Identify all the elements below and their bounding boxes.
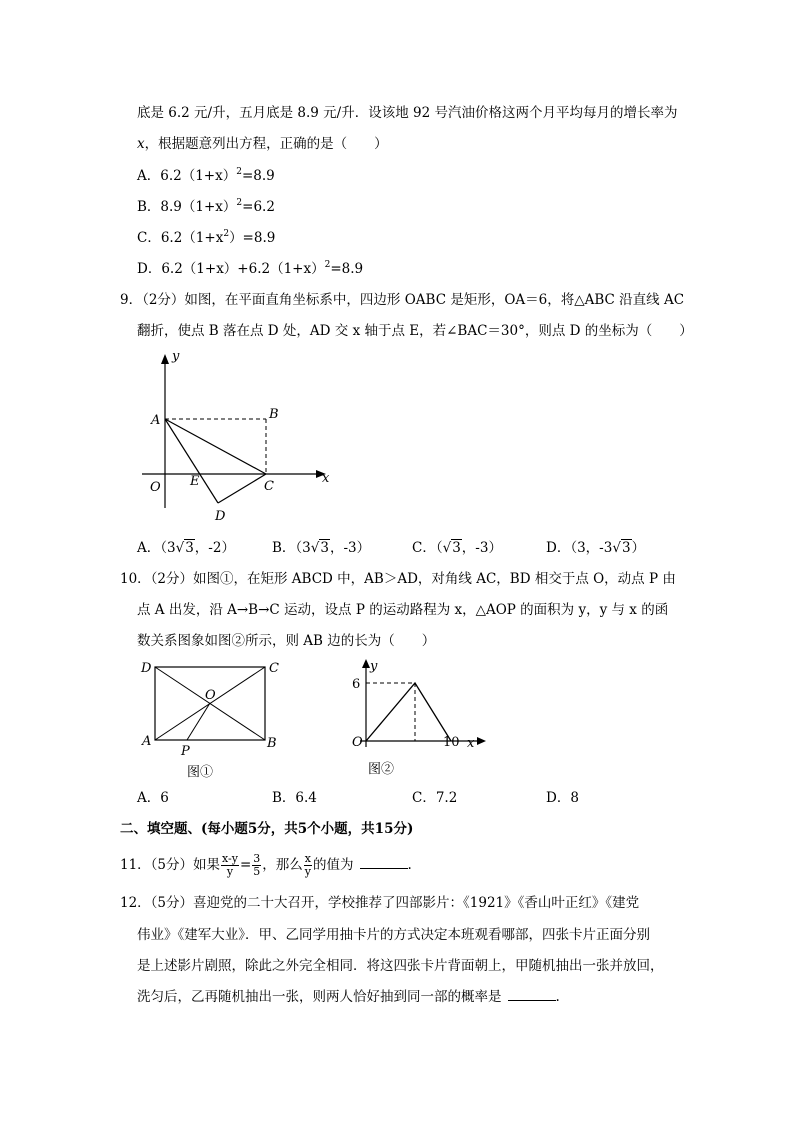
q10-fig1-label-d: D (141, 661, 152, 676)
q8-option-b-tail: =6.2 (242, 199, 275, 215)
q10-option-a[interactable]: A．6 (137, 790, 169, 806)
q11-post: 的值为 (313, 857, 354, 873)
section-2-title: 二、填空题、(每小题5分，共5个小题，共15分) (120, 821, 414, 837)
q11-frac3-num: x (304, 852, 312, 865)
q9-option-a-pre: A．（3 (137, 540, 176, 556)
q8-option-a-text: A．6.2（1+x） (137, 168, 237, 184)
q10-fig2-label-6: 6 (352, 677, 361, 692)
q9-label-y: y (172, 349, 180, 364)
q10-fig2-x-arrow (477, 737, 486, 745)
q10-stem-line2: 点 A 出发，沿 A→B→C 运动，设点 P 的运动路程为 x，△AOP 的面积为 y，y 与 x 的函 (137, 602, 669, 618)
q11-mid: ，那么 (262, 857, 303, 873)
q9-option-a-rad: 3 (185, 540, 194, 556)
q12-answer-blank[interactable] (508, 988, 556, 1001)
q10-fig1-label-p: P (181, 744, 190, 759)
q10-fig1-label-o: O (205, 688, 216, 703)
q9-option-d-post: ） (631, 540, 646, 556)
q8-option-c-tail: ）=8.9 (229, 230, 276, 246)
q9-option-c-rad: 3 (452, 540, 461, 556)
q9-figure (130, 348, 340, 528)
q10-fig1-label-c: C (269, 661, 279, 676)
q10-fig2-graph (366, 683, 451, 741)
q8-option-b-text: B．8.9（1+x） (137, 199, 237, 215)
q8-stem-line2 (137, 134, 388, 154)
q12-stem-line2: 伟业》《建军大业》．甲、乙同学用抽卡片的方式决定本班观看哪部，四张卡片正面分别 (137, 927, 650, 943)
q10-stem-line1: 10．（2分）如图①，在矩形 ABCD 中，AB＞AD，对角线 AC，BD 相交于点 O，动点 P 由 (120, 571, 676, 587)
q9-segment-ac (165, 419, 266, 474)
q8-option-c-text: C．6.2（1+x (137, 230, 224, 246)
q9-option-d-pre: D．（3，-3 (546, 540, 613, 556)
q12-stem-line4-text: 洗匀后，乙再随机抽出一张，则两人恰好抽到同一部的概率是 (137, 989, 502, 1005)
q9-label-c: C (264, 479, 274, 494)
q9-option-b-post: ，-3） (329, 540, 371, 556)
q10-fig2-y-arrow (362, 659, 370, 668)
q10-segment-op (187, 703, 210, 740)
q10-option-d[interactable]: D．8 (546, 790, 579, 806)
q9-segment-ad (165, 419, 218, 503)
q11-fraction-2 (252, 853, 261, 878)
q10-fig1-label-a: A (142, 734, 152, 749)
q9-option-c-post: ，-3） (461, 540, 502, 556)
q11-pre: 11．（5分）如果 (120, 857, 221, 873)
q10-option-c[interactable]: C．7.2 (412, 790, 458, 806)
q10-fig2-label-y: y (370, 659, 378, 674)
q8-option-a-exp: 2 (236, 167, 242, 177)
q9-stem-line1: 9．（2分）如图，在平面直角坐标系中，四边形 OABC 是矩形，OA＝6，将△ABC 沿直线 AC (120, 292, 685, 308)
q9-option-d-rad: 3 (621, 540, 631, 556)
q8-option-a-tail: =8.9 (241, 168, 275, 184)
q11-equals: = (239, 857, 252, 873)
q9-option-c[interactable]: C．（√3，-3） (412, 540, 502, 556)
q8-option-c-exp: 2 (223, 229, 230, 239)
q12-stem-line4 (137, 987, 560, 1007)
q9-option-a[interactable]: A．（3√3，-2） (137, 540, 235, 556)
q11-frac2-den: 5 (253, 865, 261, 878)
q10-fig1-label-b: B (267, 736, 277, 751)
q11-frac3-den: y (304, 865, 312, 878)
q10-fig2-label-x: x (467, 736, 475, 751)
q9-label-d: D (215, 509, 226, 524)
q11-stem (120, 852, 412, 878)
q8-option-d[interactable] (137, 259, 363, 279)
q9-label-e: E (190, 474, 200, 489)
q12-end: . (555, 989, 560, 1005)
q11-frac1-num: x-y (222, 852, 238, 865)
q8-option-d-tail: =8.9 (330, 261, 364, 277)
q8-option-b-exp: 2 (236, 198, 243, 208)
q9-option-a-post: ，-2） (194, 540, 235, 556)
q9-label-a: A (151, 413, 161, 428)
q9-label-x: x (322, 471, 330, 486)
q10-stem-line3: 数关系图象如图②所示，则 AB 边的长为（ ） (137, 633, 436, 649)
q10-figure-2 (340, 655, 490, 783)
q8-option-d-text: D．6.2（1+x）+6.2（1+x） (137, 261, 325, 277)
q8-stem-line2-rest: ，根据题意列出方程，正确的是（ ） (144, 136, 388, 152)
q10-figure-1 (135, 655, 295, 783)
q11-end: . (407, 857, 412, 873)
q8-option-c[interactable] (137, 228, 275, 248)
q11-fraction-1 (221, 853, 239, 878)
q12-stem-line3: 是上述影片剧照，除此之外完全相同．将这四张卡片背面朝上，甲随机抽出一张并放回， (137, 958, 664, 974)
q9-option-c-pre: C．（ (412, 540, 443, 556)
q12-stem-line1: 12．（5分）喜迎党的二十大召开，学校推荐了四部影片：《1921》《香山叶正红》《建党 (120, 895, 640, 911)
q10-fig1-caption: 图① (187, 765, 214, 780)
q9-y-arrow (161, 354, 169, 364)
q9-option-b-rad: 3 (320, 540, 329, 556)
q10-fig2-label-10: 10 (443, 735, 460, 750)
q8-stem-line1: 底是 6.2 元/升，五月底是 8.9 元/升．设该地 92 号汽油价格这两个月平均每月的增长率为 (137, 105, 678, 121)
q9-stem-line2: 翻折，使点 B 落在点 D 处，AD 交 x 轴于点 E，若∠BAC＝30°，则点 D 的坐标为（ ） (137, 323, 693, 339)
q10-fig2-label-o: O (352, 735, 363, 750)
q8-option-b[interactable] (137, 197, 275, 217)
q8-option-a[interactable] (137, 166, 275, 186)
q9-option-b[interactable]: B．（3√3，-3） (272, 540, 371, 556)
q9-label-o: O (150, 480, 161, 495)
q9-label-b: B (269, 407, 279, 422)
q9-option-b-pre: B．（3 (272, 540, 311, 556)
q8-variable: x (137, 136, 145, 152)
q10-option-b[interactable]: B．6.4 (272, 790, 317, 806)
q11-fraction-3 (304, 853, 312, 878)
q8-option-d-exp: 2 (324, 260, 331, 270)
q10-fig2-caption: 图② (368, 762, 395, 777)
q9-segment-dc (218, 474, 266, 503)
q11-answer-blank[interactable] (360, 856, 408, 869)
q11-frac2-num: 3 (253, 852, 261, 865)
q9-option-d[interactable]: D．（3，-3√3） (546, 540, 646, 556)
q11-frac1-den: y (226, 865, 234, 878)
